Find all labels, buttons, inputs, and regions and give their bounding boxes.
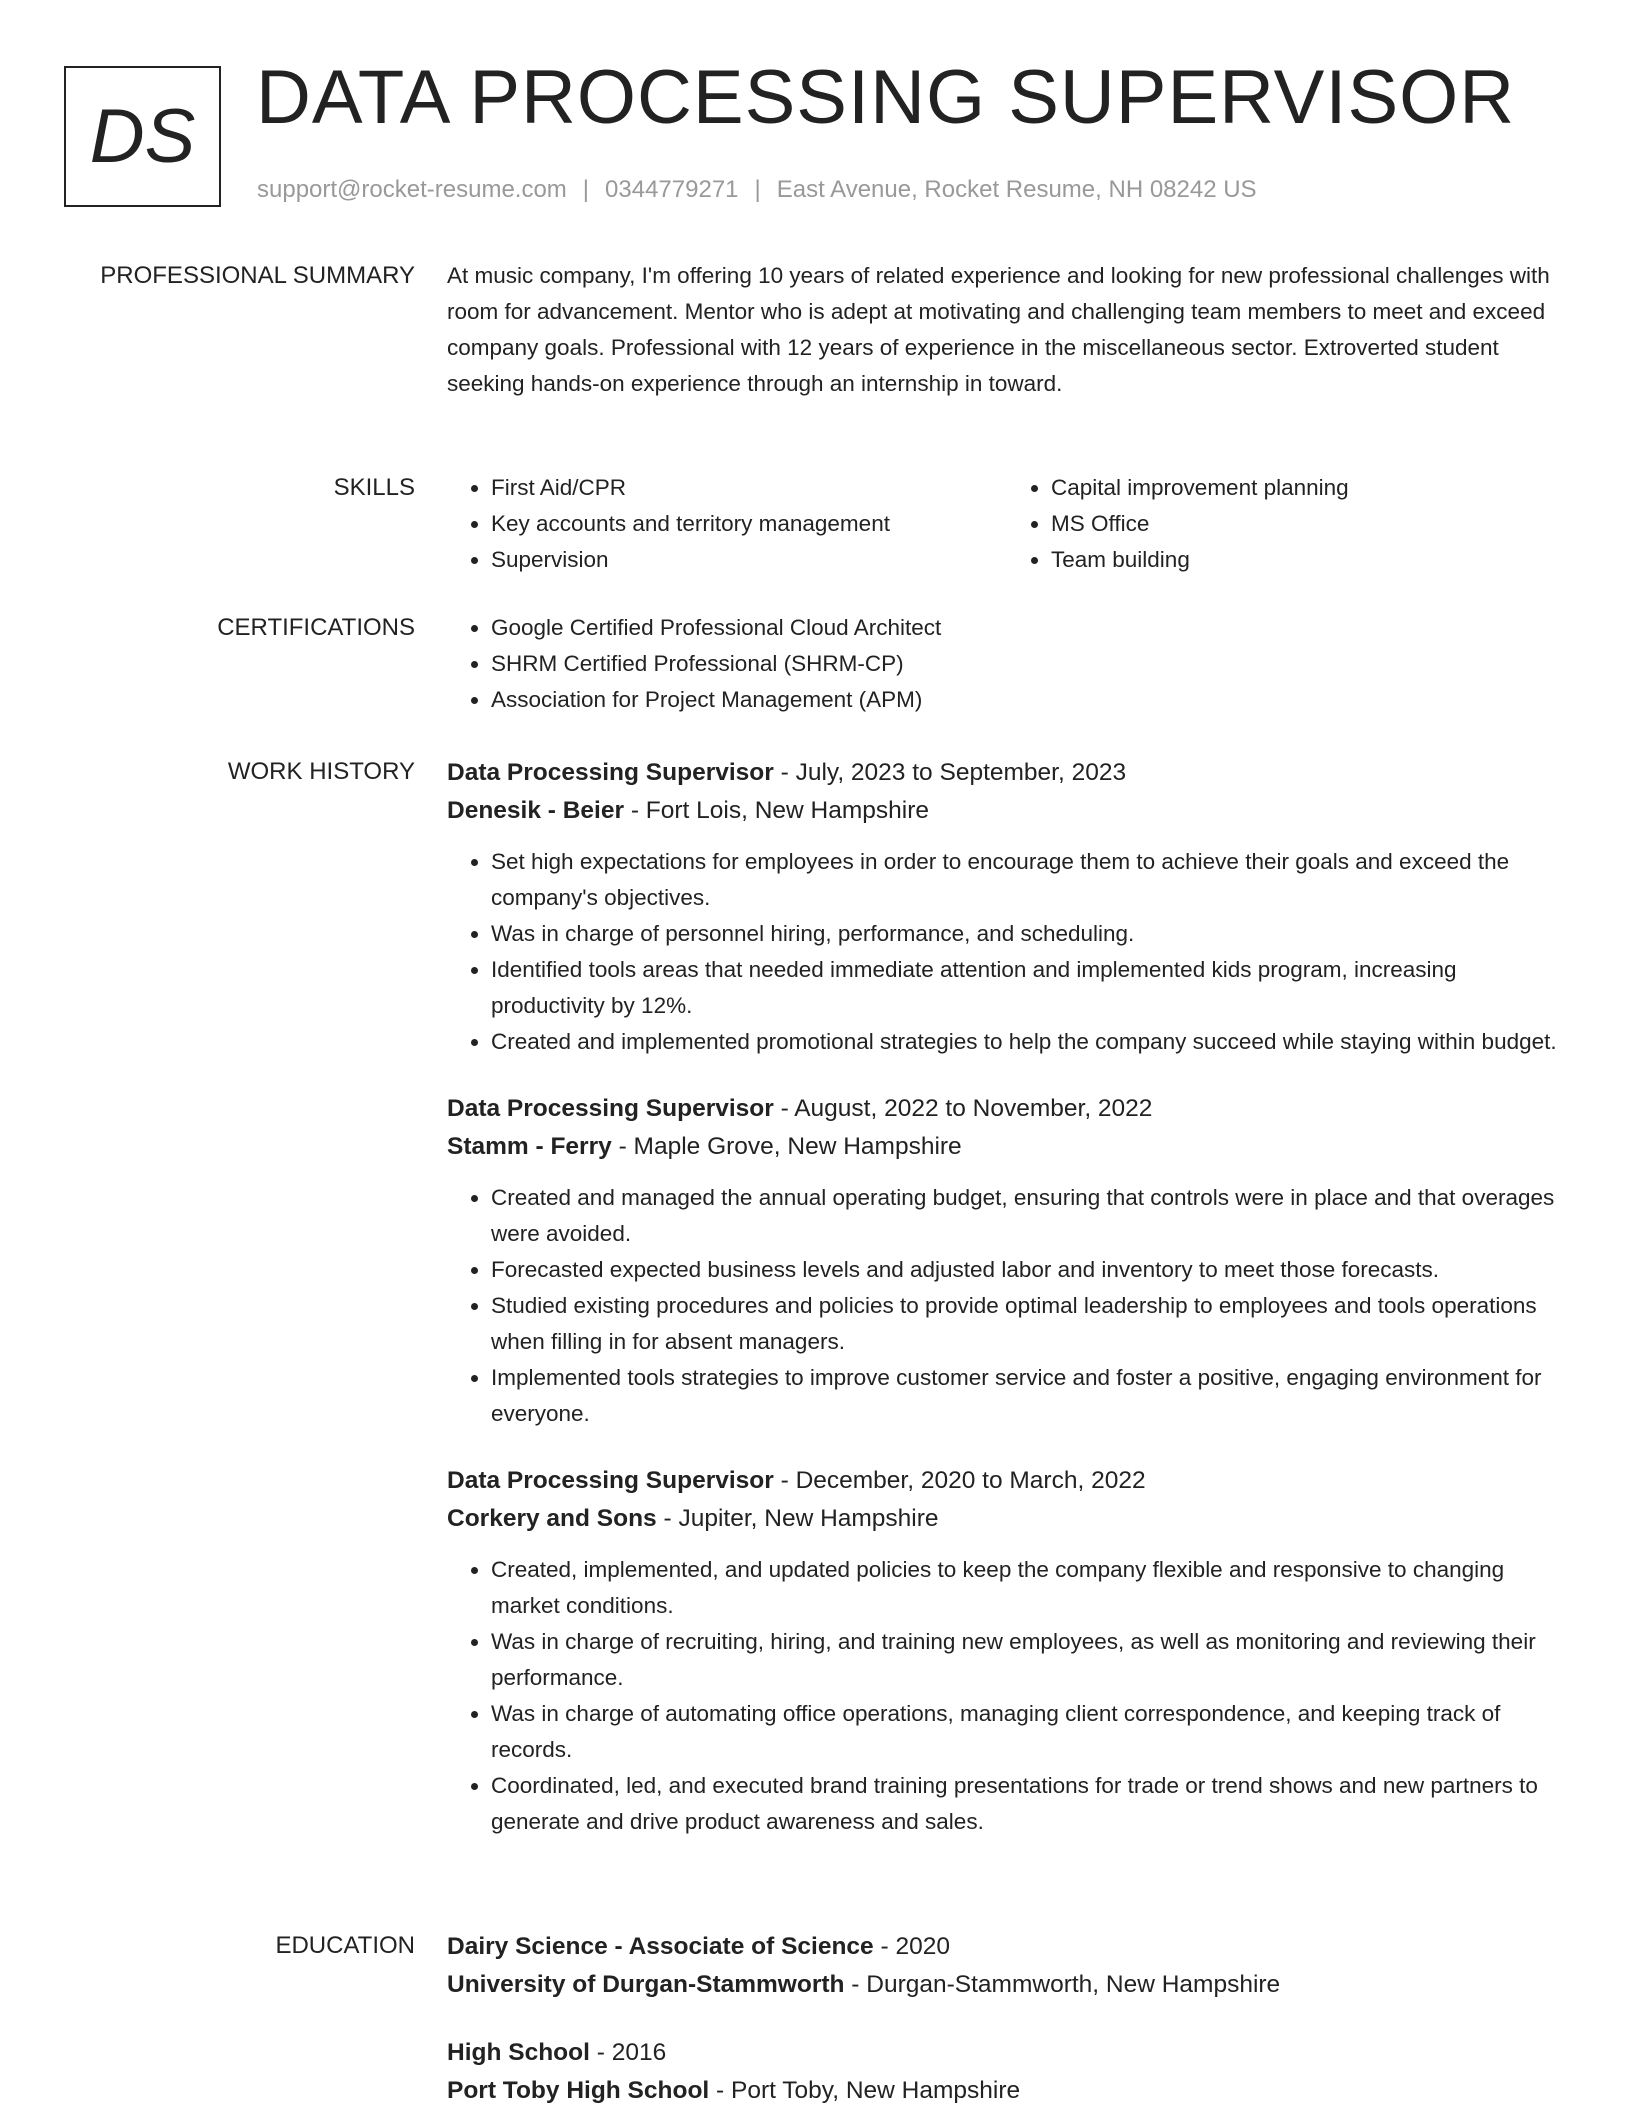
monogram-logo (64, 66, 221, 207)
job-entry (447, 754, 1567, 1060)
contact-email: support@rocket-resume.com (257, 176, 567, 203)
job-bullet-list (447, 1180, 1567, 1432)
section-label-summary: PROFESSIONAL SUMMARY (100, 262, 415, 289)
job-entry (447, 1462, 1567, 1840)
education-school-line (447, 1966, 1567, 2004)
job-location: - Maple Grove, New Hampshire (611, 1133, 962, 1160)
section-label-work-history: WORK HISTORY (227, 758, 415, 785)
education-entry (447, 2034, 1567, 2110)
skills-list-right (1007, 470, 1567, 578)
section-label-education: EDUCATION (275, 1932, 415, 1959)
education-school-line (447, 2072, 1567, 2110)
education-location: - Durgan-Stammworth, New Hampshire (844, 1971, 1281, 1998)
section-label-certifications: CERTIFICATIONS (217, 614, 415, 641)
resume-title: DATA PROCESSING SUPERVISOR (256, 55, 1516, 140)
skill-item: • Supervision (491, 542, 1007, 578)
job-title: Data Processing Supervisor (447, 759, 774, 786)
education-school: Port Toby High School (447, 2077, 710, 2104)
job-location: - Jupiter, New Hampshire (656, 1505, 939, 1532)
education-location: - Port Toby, New Hampshire (709, 2077, 1021, 2104)
education-year: - 2016 (589, 2039, 667, 2066)
monogram-text: DS (89, 94, 196, 179)
job-bullet: • Forecasted expected business levels and adjusted labor and inventory to meet those forecasts. (491, 1252, 1567, 1288)
job-bullet: • Was in charge of recruiting, hiring, and training new employees, as well as monitoring and reviewing their performance. (491, 1624, 1567, 1696)
job-company: Denesik - Beier (447, 797, 625, 824)
job-location: - Fort Lois, New Hampshire (624, 797, 930, 824)
job-company: Corkery and Sons (447, 1505, 657, 1532)
skill-item: • Key accounts and territory management (491, 506, 1007, 542)
education-entry (447, 1928, 1567, 2004)
job-bullet: • Was in charge of personnel hiring, performance, and scheduling. (491, 916, 1567, 952)
education-degree: Dairy Science - Associate of Science (447, 1933, 874, 1960)
work-history-body (447, 754, 1567, 1870)
job-bullet: • Created and implemented promotional strategies to help the company succeed while staying within budget. (491, 1024, 1567, 1060)
job-title-line (447, 1462, 1567, 1500)
section-label-skills: SKILLS (333, 474, 415, 501)
job-bullet: • Was in charge of automating office operations, managing client correspondence, and keeping track of records. (491, 1696, 1567, 1768)
job-bullet-list (447, 844, 1567, 1060)
education-degree: High School (447, 2039, 590, 2066)
certifications-list (447, 610, 1567, 718)
skill-item: • Capital improvement planning (1051, 470, 1567, 506)
job-company: Stamm - Ferry (447, 1133, 612, 1160)
skills-body (447, 470, 1567, 578)
job-company-line (447, 792, 1567, 830)
job-bullet: • Implemented tools strategies to improve customer service and foster a positive, engaging environment for everyone. (491, 1360, 1567, 1432)
job-title-line (447, 754, 1567, 792)
job-dates: - July, 2023 to September, 2023 (773, 759, 1127, 786)
job-entry (447, 1090, 1567, 1432)
job-title: Data Processing Supervisor (447, 1095, 774, 1122)
certification-item: • Google Certified Professional Cloud Architect (491, 610, 1567, 646)
contact-separator: | (754, 176, 761, 203)
skill-item: • MS Office (1051, 506, 1567, 542)
education-year: - 2020 (873, 1933, 950, 1960)
education-school: University of Durgan-Stammworth (447, 1971, 845, 1998)
job-dates: - August, 2022 to November, 2022 (773, 1095, 1153, 1122)
job-title: Data Processing Supervisor (447, 1467, 774, 1494)
job-dates: - December, 2020 to March, 2022 (773, 1467, 1146, 1494)
job-company-line (447, 1500, 1567, 1538)
certification-item: • Association for Project Management (APM) (491, 682, 1567, 718)
job-title-line (447, 1090, 1567, 1128)
contact-phone: 0344779271 (605, 176, 739, 203)
job-bullet: • Studied existing procedures and policies to provide optimal leadership to employees and tools operations when filling in for absent managers. (491, 1288, 1567, 1360)
skill-item: • Team building (1051, 542, 1567, 578)
contact-address: East Avenue, Rocket Resume, NH 08242 US (776, 176, 1257, 203)
contact-line (257, 176, 1257, 204)
certifications-body (447, 610, 1567, 718)
education-degree-line (447, 2034, 1567, 2072)
job-bullet: • Created, implemented, and updated policies to keep the company flexible and responsive to changing market conditions. (491, 1552, 1567, 1624)
job-company-line (447, 1128, 1567, 1166)
skill-item: • First Aid/CPR (491, 470, 1007, 506)
job-bullet: • Identified tools areas that needed immediate attention and implemented kids program, increasing productivity by 12%. (491, 952, 1567, 1024)
skills-list-left (447, 470, 1007, 578)
education-degree-line (447, 1928, 1567, 1966)
certification-item: • SHRM Certified Professional (SHRM-CP) (491, 646, 1567, 682)
job-bullet: • Set high expectations for employees in order to encourage them to achieve their goals and exceed the company's objectives. (491, 844, 1567, 916)
education-body (447, 1928, 1567, 2110)
job-bullet: • Created and managed the annual operating budget, ensuring that controls were in place and that overages were avoided. (491, 1180, 1567, 1252)
job-bullet: • Coordinated, led, and executed brand training presentations for trade or trend shows and new partners to generate and drive product awareness and sales. (491, 1768, 1567, 1840)
summary-text: At music company, I'm offering 10 years of related experience and looking for new professional challenges with room for advancement. Mentor who is adept at motivating and challenging team members to meet and exceed company goals. Professional with 12 years of experience in the miscellaneous sector. Extroverted student seeking hands-on experience through an internship in toward. (447, 263, 1550, 396)
contact-separator: | (582, 176, 590, 203)
job-bullet-list (447, 1552, 1567, 1840)
